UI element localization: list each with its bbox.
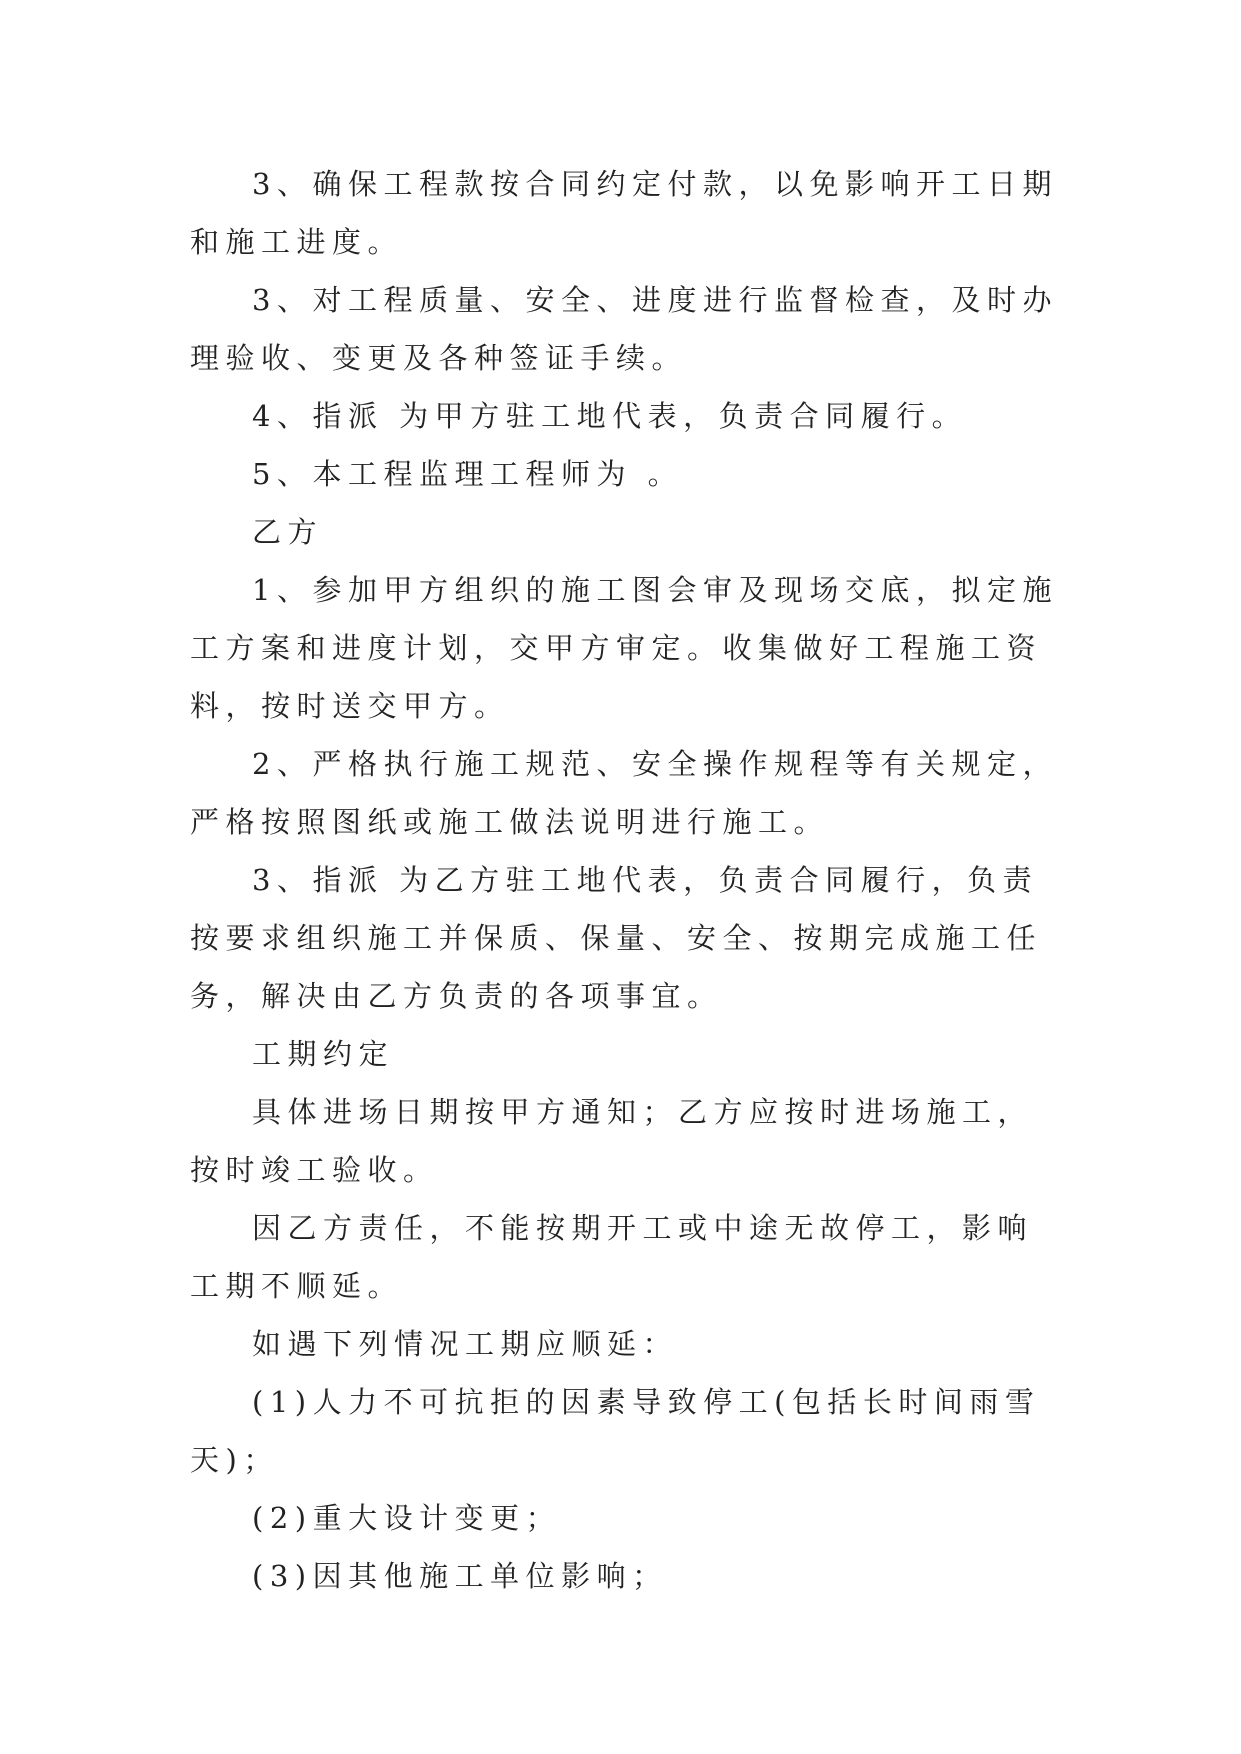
list-item-other-contractors: (3)因其他施工单位影响； — [252, 1559, 668, 1593]
list-item-design-change: (2)重大设计变更； — [252, 1501, 562, 1535]
list-item-force-majeure: (1)人力不可抗拒的因素导致停工(包括长时间雨雪天)； — [190, 1385, 1041, 1477]
paragraph-owner-supervision: 3、对工程质量、安全、进度进行监督检查，及时办理验收、变更及各种签证手续。 — [190, 283, 1058, 375]
section-heading-schedule: 工期约定 — [252, 1037, 395, 1071]
paragraph-contractor-delay: 因乙方责任，不能按期开工或中途无故停工，影响工期不顺延。 — [190, 1211, 1034, 1303]
paragraph-supervising-engineer: 5、本工程监理工程师为 。 — [252, 457, 684, 491]
paragraph-contractor-drawing-review: 1、参加甲方组织的施工图会审及现场交底，拟定施工方案和进度计划，交甲方审定。收集做好工程施工资料，按时送交甲方。 — [190, 573, 1058, 723]
paragraph-extension-conditions: 如遇下列情况工期应顺延： — [252, 1327, 679, 1361]
document-body — [190, 155, 1060, 1605]
paragraph-owner-payment: 3、确保工程款按合同约定付款，以免影响开工日期和施工进度。 — [190, 167, 1058, 259]
paragraph-owner-representative: 4、指派 为甲方驻工地代表，负责合同履行。 — [252, 399, 968, 433]
paragraph-entry-date: 具体进场日期按甲方通知；乙方应按时进场施工，按时竣工验收。 — [190, 1095, 1034, 1187]
section-heading-party-b: 乙方 — [252, 515, 324, 549]
paragraph-contractor-regulations: 2、严格执行施工规范、安全操作规程等有关规定，严格按照图纸或施工做法说明进行施工。 — [190, 747, 1058, 839]
paragraph-contractor-representative: 3、指派 为乙方驻工地代表，负责合同履行，负责按要求组织施工并保质、保量、安全、按期完成施工任务，解决由乙方负责的各项事宜。 — [190, 863, 1043, 1013]
